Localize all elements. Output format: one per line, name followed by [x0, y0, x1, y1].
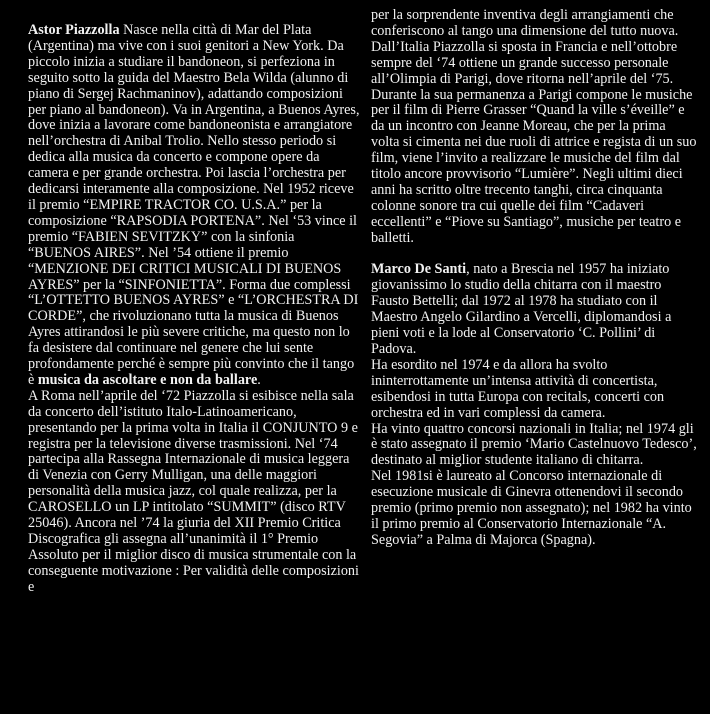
desanti-awards-paragraph: Ha vinto quattro concorsi nazionali in Italia; nel 1974 gli è stato assegnato il premio ‘Mario Castelnuovo Tedesco’, destinato al miglior studente italiano di chitarra.	[371, 420, 697, 469]
desanti-career-paragraph: Ha esordito nel 1974 e da allora ha svolto ininterrottamente un’intensa attività di concertista, esibendosi in tutta Europa con recitals, concerti con orchestra ed in vari complessi da camera.	[371, 356, 665, 421]
piazzolla-bio-text: Nasce nella città di Mar del Plata (Argentina) ma vive con i suoi genitori a New York. Da piccolo inizia a studiare il bandoneon, si perfeziona in seguito sotto la guida del Maestro Bela Wilda (alunno di piano di Sergej Rachmaninov), adattando composizioni per piano al bandoneon). Va in Argentina, a Buenos Ayres, dove inizia a lavorare come bandoneonista e arrangiatore nell’orchestra di Anibal Trolio. Nello stesso periodo si dedica alla musica da concerto e compone opere da camera e per grande orchestra. Poi lascia l’orchestra per dedicarsi interamente alla composizione. Nel 1952 riceve il premio “EMPIRE TRACTOR CO. U.S.A.” per la composizione “RAPSODIA PORTENA”. Nel ‘53 vince il premio “FABIEN SEVITZKY” con la sinfonia “BUENOS AIRES”. Nel ’54 ottiene il premio “MENZIONE DEI CRITICI MUSICALI DI BUENOS AYRES” per la “SINFONIETTA”. Forma due complessi “L’OTTETTO BUENOS AYRES” e “L’ORCHESTRA DI CORDE”, che rivoluzionano tutta la musica di Buenos Ayres attirandosi le più severe critiche, ma questo non lo fa desistere dal continuare nel genere che lui sente profondamente perché è sempre più convinto che il tango è	[28, 22, 360, 388]
piazzolla-continued-paragraph: per la sorprendente inventiva degli arrangiamenti che conferiscono al tango una dimensione del tutto nuova.	[371, 7, 679, 39]
desanti-geneva-paragraph: Nel 1981si è laureato al Concorso internazionale di esecuzione musicale di Ginevra ottenendovi il secondo premio (primo premio non assegnato); nel 1982 ha vinto il primo premio al Conservatorio Internazionale “A. Segovia” a Palma di Majorca (Spagna).	[371, 468, 692, 548]
desanti-bio-paragraph	[371, 262, 697, 357]
desanti-name: Marco De Santi	[371, 261, 467, 278]
desanti-bio-text: , nato a Brescia nel 1957 ha iniziato giovanissimo lo studio della chitarra con il maestro Fausto Bettelli; dal 1972 al 1978 ha studiato con il Maestro Angelo Gilardino a Vercelli, diplomandosi a pieni voti e la lode al Conservatorio ‘C. Pollini’ di Padova.	[371, 261, 672, 358]
paragraph-spacer	[371, 247, 697, 263]
piazzolla-rome-paragraph: A Roma nell’aprile del ‘72 Piazzolla si esibisce nella sala da concerto dell’istituto Italo-Latinoamericano, presentando per la prima volta in Italia il CONJUNTO 9 e registra per la televisione diverse trasmissioni. Nel ‘74 partecipa alla Rassegna Internazionale di musica leggera di Venezia con Gerry Mulligan, una delle maggiori personalità della musica jazz, col quale realizza, per la CAROSELLO un LP intitolato “SUMMIT” (disco RTV 25046). Ancora nel ’74 la giuria del XII Premio Critica Discografica gli assegna all’unanimità il 1° Premio Assoluto per il miglior disco di musica strumentale con la conseguente motivazione : Per validità delle composizioni e	[28, 387, 359, 595]
right-column	[371, 8, 697, 549]
left-column	[28, 23, 360, 596]
piazzolla-bio-end: .	[257, 371, 261, 388]
piazzolla-bio-emphasis: musica da ascoltare e non da ballare	[37, 371, 258, 388]
piazzolla-bio-paragraph	[28, 23, 360, 389]
piazzolla-name: Astor Piazzolla	[28, 22, 120, 38]
piazzolla-france-paragraph: Dall’Italia Piazzolla si sposta in Francia e nell’ottobre sempre del ‘74 ottiene un grande successo personale all’Olimpia di Parigi, dove ritorna nell’aprile del ‘75. Durante la sua permanenza a Parigi compone le musiche per il film di Pierre Grasser “Quand la ville s’éveille” e da un incontro con Jeanne Moreau, che per la prima volta si cimenta nei due ruoli di attrice e regista di un suo film, viene l’invito a realizzare le musiche del film dal titolo ancore provvisorio “Lumière”. Negli ultimi dieci anni ha scritto oltre trecento tanghi, circa cinquanta colonne sonore tra cui quelle dei film “Cadaveri eccellenti” e “Piove su Santiago”, musiche per teatro e balletti.	[371, 38, 697, 246]
